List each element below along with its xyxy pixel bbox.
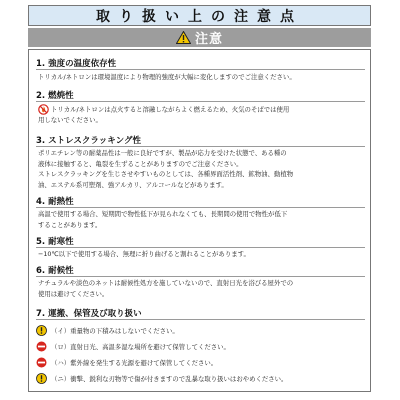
divider: [36, 247, 365, 248]
section-body: [38, 249, 364, 260]
body-line: トリカル/ネトロンは環境温度により物理的強度が大幅に変化しますのでご注意ください。: [38, 73, 296, 81]
divider: [36, 276, 365, 277]
divider: [36, 69, 365, 70]
section-heading: 7. 運搬、保管及び取り扱い: [36, 309, 142, 319]
caution-label: 注意: [194, 32, 223, 47]
body-line: ポリエチレン等の耐薬品性は一般に良好ですが、製品が応力を受けた状態で、ある種の: [38, 149, 287, 157]
section-heading: 3. ストレスクラッキング性: [36, 136, 141, 146]
warning-triangle-icon: [176, 31, 191, 44]
content-frame: [28, 49, 371, 392]
section-heading: 6. 耐候性: [36, 266, 74, 276]
list-item-text: （ロ）直射日光、高温多湿な場所を避けて保管してください。: [51, 342, 230, 351]
fire-prohibited-icon: [38, 104, 49, 115]
list-item-text: （イ）重量物の下積みはしないでください。: [51, 326, 179, 335]
list-item-text: （ハ）紫外線を発生する光源を避けて保管してください。: [51, 358, 218, 367]
body-line: 油、エステル系可塑剤、強アルカリ、アルコールなどがあります。: [38, 180, 228, 189]
body-line: トリカル/ネトロンは点火すると溶融しながらよく燃えるため、火気のそばでは使用: [51, 105, 290, 114]
page-title: 取り扱い上の注意点: [96, 8, 303, 25]
section-heading: 5. 耐寒性: [36, 237, 74, 247]
body-line: 使用は避けてください。: [38, 289, 109, 298]
body-line: することがあります。: [38, 220, 102, 229]
divider: [36, 101, 365, 102]
body-line: 用しないでください。: [38, 116, 102, 124]
prohibited-icon: [36, 357, 47, 368]
list-item: [36, 370, 365, 386]
divider: [36, 146, 365, 147]
section-body: [38, 104, 364, 126]
handling-list: [36, 322, 365, 386]
section-heading: 2. 燃焼性: [36, 91, 74, 101]
section-body: [38, 278, 364, 299]
section-body: [38, 209, 364, 230]
caution-exclamation-icon: [36, 373, 47, 384]
prohibited-icon: [36, 341, 47, 352]
body-line: 高温で使用する場合、短期間で物性低下が見られなくても、長期間の使用で物性が低下: [38, 210, 288, 218]
list-item-text: （ニ）衝撃、鋭利な刃物等で傷が付きますので乱暴な取り扱いはおやめください。: [51, 374, 288, 383]
section-heading: 1. 強度の温度依存性: [36, 59, 117, 69]
title-banner: [28, 5, 371, 26]
section-heading: 4. 耐熱性: [36, 197, 74, 207]
list-item: [36, 322, 365, 338]
body-line: 液体に接触すると、亀裂を生ずることがありますのでご注意ください。: [38, 159, 243, 168]
caution-banner: [28, 28, 371, 47]
caution-exclamation-icon: [36, 325, 47, 336]
section-body: [38, 148, 364, 190]
divider: [36, 207, 365, 208]
list-item: [36, 354, 365, 370]
body-line: −10℃以下で使用する場合、無理に折り曲げると割れることがあります。: [38, 250, 250, 258]
section-body: [38, 72, 364, 83]
body-line: ストレスクラッキングを生じさせやすいものとしては、各種界面活性剤、鉱物油、動植物: [38, 170, 294, 178]
divider: [36, 319, 365, 320]
list-item: [36, 338, 365, 354]
body-line: ナチュラルや淡色のネットは耐候性処方を施していないので、直射日光を浴びる屋外での: [38, 279, 294, 287]
